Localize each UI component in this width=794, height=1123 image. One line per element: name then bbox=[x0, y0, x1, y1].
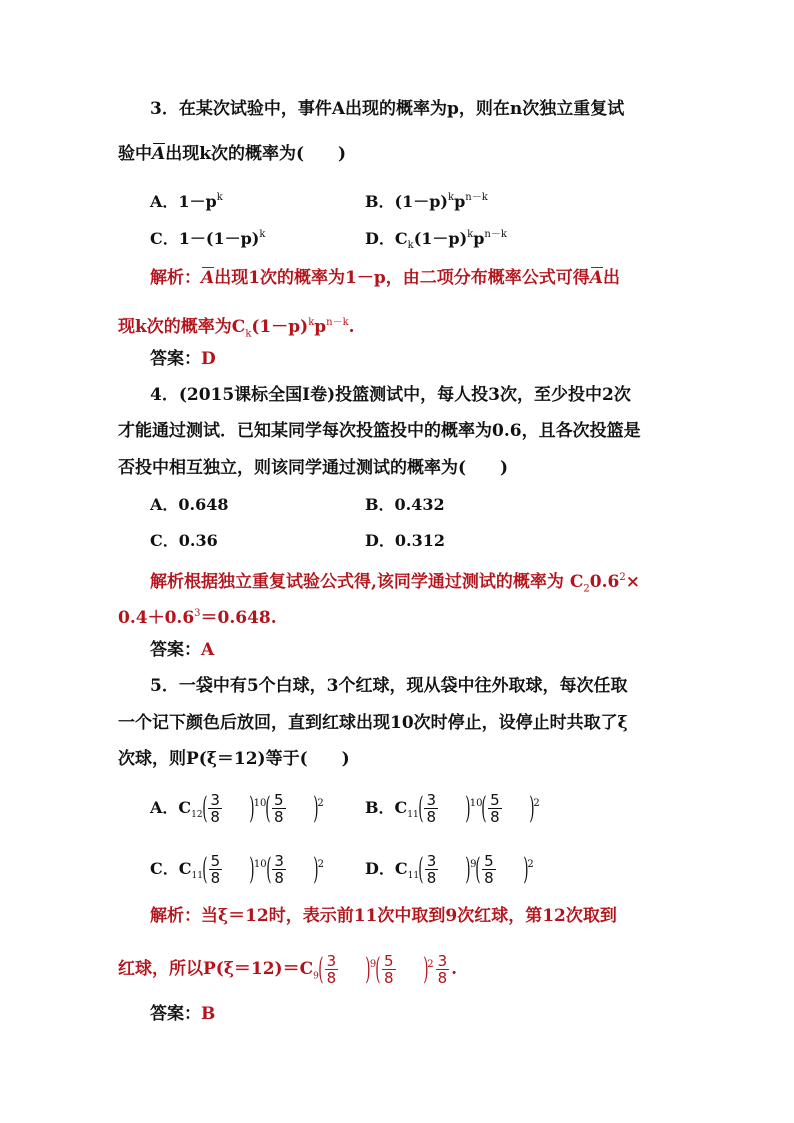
q5-answer bbox=[150, 1002, 215, 1026]
event-a-complement: A bbox=[201, 268, 215, 288]
answer-label: 答案： bbox=[150, 640, 201, 660]
q4-option-d: D．0.312 bbox=[365, 531, 445, 550]
solution-label: 解析 bbox=[150, 268, 184, 288]
q4-solution-line-2: $0.4+0.6^3=0.648$. bbox=[118, 608, 277, 628]
event-a-complement: A bbox=[152, 144, 166, 164]
q5-stem-line-2: 一个记下颜色后放回，直到红球出现10次时停止，设停止时共取了ξ bbox=[118, 713, 628, 733]
answer-value: A bbox=[201, 640, 215, 660]
q5-option-c: C．$C_{11}$( $\frac{5}{8}$ )$^{10}$( $\frac{3}{8}$ )$^2$ bbox=[150, 851, 325, 887]
q3-option-c: C．$1-(1-p)^k$ bbox=[150, 229, 266, 248]
q3-stem-line-1 bbox=[150, 97, 624, 121]
q3-stem-line-2 bbox=[118, 142, 346, 166]
q3-option-a: A．$1-p^k$ bbox=[150, 192, 223, 211]
answer-label: 答案： bbox=[150, 1004, 201, 1024]
q3-stem-text-2a: 验中 bbox=[118, 144, 152, 164]
answer-value: B bbox=[201, 1004, 216, 1024]
q3-solution-line-1: 解析：A出现1次的概率为1－p，由二项分布概率公式可得A出 bbox=[150, 268, 620, 288]
solution-label: 解析 bbox=[150, 906, 184, 926]
q5-stem-line-1: 5．一袋中有5个白球，3个红球，现从袋中往外取球，每次任取 bbox=[150, 676, 628, 696]
q4-stem-line-1: 4．(2015课标全国Ⅰ卷)投篮测试中，每人投3次，至少投中2次 bbox=[150, 385, 631, 405]
event-a-complement: A bbox=[589, 268, 603, 288]
q3-option-d: D．$C_k(1-p)^kp^{n-k}$ bbox=[365, 229, 507, 252]
q3-stem-text-2b: 出现k次的概率为( ) bbox=[165, 144, 347, 164]
q5-option-d: D．$C_{11}$( $\frac{3}{8}$ )$^9$( $\frac{5}{8}$ )$^2$ bbox=[365, 851, 534, 887]
q4-option-c: C．0.36 bbox=[150, 531, 218, 550]
answer-value: D bbox=[201, 349, 216, 369]
q3-stem-text-1: 3．在某次试验中，事件A出现的概率为p，则在n次独立重复试 bbox=[150, 99, 625, 119]
q4-solution-line-1: 解析根据独立重复试验公式得,该同学通过测试的概率为 $C_20.6^2\times$ bbox=[150, 572, 640, 595]
q4-option-a: A．0.648 bbox=[150, 495, 229, 514]
q3-solution-line-2: 现k次的概率为$C_k(1-p)^kp^{n-k}$. bbox=[118, 317, 355, 340]
answer-label: 答案： bbox=[150, 349, 201, 369]
q5-option-b: B．$C_{11}$( $\frac{3}{8}$ )$^{10}$( $\frac{5}{8}$ )$^2$ bbox=[365, 790, 540, 826]
q5-option-a: A．$C_{12}$( $\frac{3}{8}$ )$^{10}$( $\frac{5}{8}$ )$^2$ bbox=[150, 790, 324, 826]
q5-solution-line-1: 解析：当ξ＝12时，表示前11次中取到9次红球，第12次取到 bbox=[150, 906, 617, 926]
solution-label: 解析 bbox=[150, 572, 184, 592]
q4-option-b: B．0.432 bbox=[365, 495, 445, 514]
q5-stem-line-3: 次球，则P(ξ＝12)等于( ) bbox=[118, 749, 350, 769]
q3-answer bbox=[150, 347, 216, 371]
q5-solution-line-2: 红球，所以$P(\xi=12)=C_9$( $\frac{3}{8}$ )$^9$( $\frac{5}{8}$ )$^2$ $\frac{3}{8}$ . bbox=[118, 951, 458, 987]
q4-stem-line-3: 否投中相互独立，则该同学通过测试的概率为( ) bbox=[118, 458, 509, 478]
q3-option-b: B．$(1-p)^kp^{n-k}$ bbox=[365, 192, 488, 211]
q4-answer bbox=[150, 638, 214, 662]
q4-stem-line-2: 才能通过测试．已知某同学每次投篮投中的概率为0.6，且各次投篮是 bbox=[118, 421, 641, 441]
